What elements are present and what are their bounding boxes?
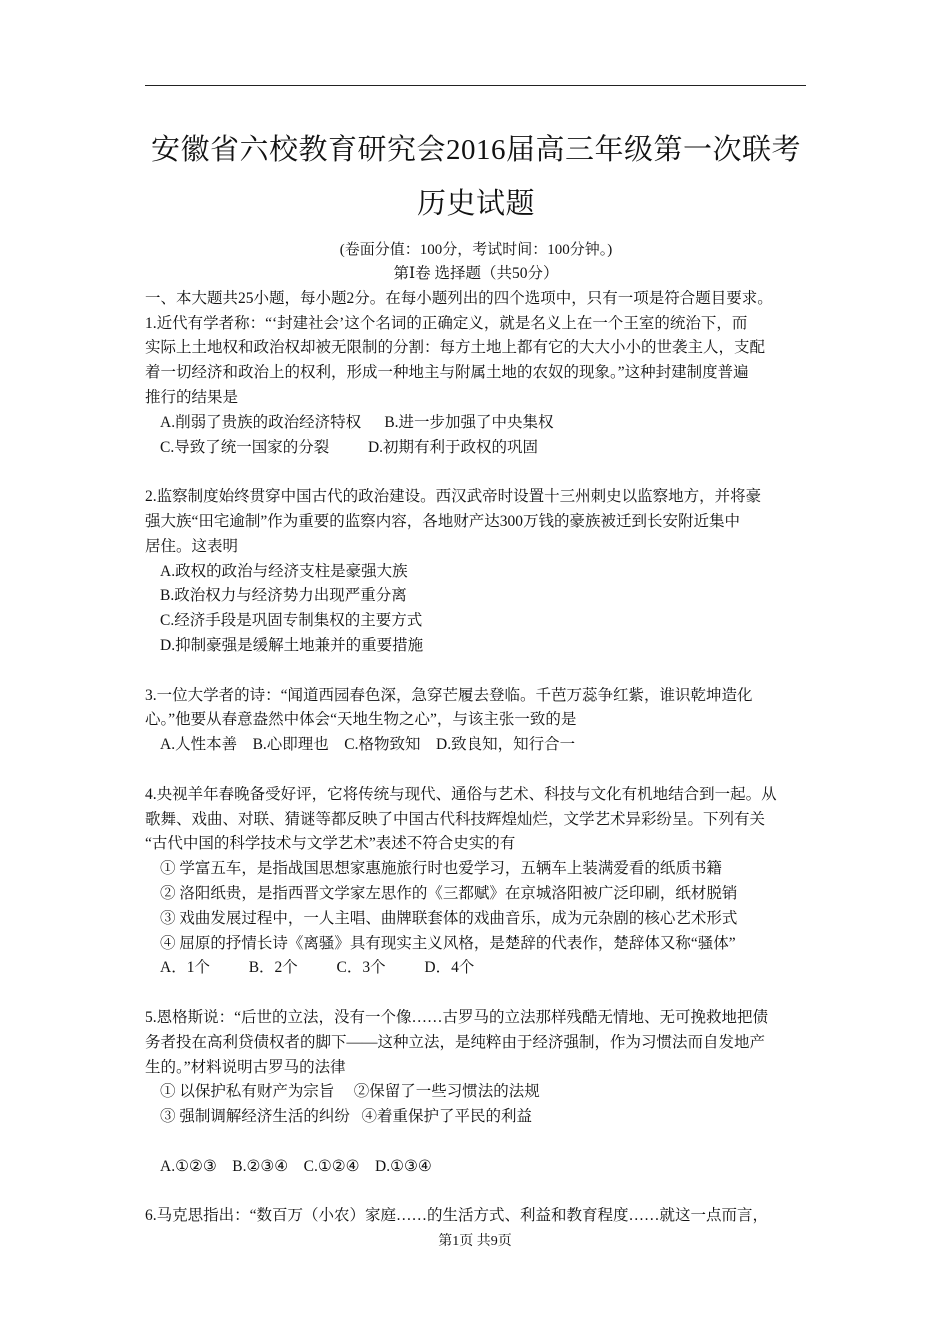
statement-item: ② 洛阳纸贵，是指西晋文学家左思作的《三都赋》在京城洛阳被广泛印刷，纸材脱销 — [160, 884, 738, 902]
answer-options: A．1个 B．2个 C．3个 D．4个 — [160, 959, 475, 977]
statement-item: ① 学富五车，是指战国思想家惠施旅行时也爱学习，五辆车上装满爱看的纸质书籍 — [160, 860, 722, 878]
question-stem-line: 3.一位大学者的诗：“闻道西园春色深，急穿芒履去登临。千芭万蕊争红紫，谁识乾坤造化 — [145, 686, 753, 704]
answer-options: C.导致了统一国家的分裂 D.初期有利于政权的巩固 — [160, 438, 539, 456]
question-stem-line: 生的。”材料说明古罗马的法律 — [145, 1058, 346, 1076]
question-stem-line: 务者投在高利贷债权者的脚下——这种立法，是纯粹由于经济强制，作为习惯法而自发地产 — [145, 1033, 766, 1051]
question-stem-line: “古代中国的科学技术与文学艺术”表述不符合史实的有 — [145, 835, 516, 853]
statement-item: ③ 戏曲发展过程中，一人主唱、曲牌联套体的戏曲音乐，成为元杂剧的核心艺术形式 — [160, 909, 738, 927]
section-heading: 第Ⅰ卷 选择题（共50分） — [393, 265, 559, 282]
section-instruction: 一、本大题共25小题，每小题2分。在每小题列出的四个选项中，只有一项是符合题目要求。 — [145, 289, 773, 307]
question-stem-line: 歌舞、戏曲、对联、猜谜等都反映了中国古代科技辉煌灿烂，文学艺术异彩纷呈。下列有关 — [145, 810, 766, 828]
question-stem-line: 推行的结果是 — [145, 388, 239, 406]
exam-title: 安徽省六校教育研究会2016届高三年级第一次联考 — [150, 134, 801, 166]
exam-page — [145, 128, 807, 1229]
answer-options: A.削弱了贵族的政治经济特权 B.进一步加强了中央集权 — [160, 413, 554, 431]
question-stem-line: 强大族“田宅逾制”作为重要的监察内容，各地财产达300万钱的豪族被迁到长安附近集中 — [145, 512, 741, 530]
question-stem-line: 着一切经济和政治上的权利，形成一种地主与附属土地的农奴的现象。”这种封建制度普遍 — [145, 364, 749, 382]
statement-item: ④ 屈原的抒情长诗《离骚》具有现实主义风格，是楚辞的代表作，楚辞体又称“骚体” — [160, 934, 736, 952]
question-stem-line: 实际上土地权和政治权却被无限制的分割：每方土地上都有它的大大小小的世袭主人，支配 — [145, 339, 766, 357]
answer-option: C.经济手段是巩固专制集权的主要方式 — [160, 612, 423, 630]
question-1 — [145, 312, 807, 461]
question-stem-line: 5.恩格斯说：“后世的立法，没有一个像……古罗马的立法那样残酷无情地、无可挽救地把债 — [145, 1008, 769, 1026]
question-stem-line: 1.近代有学者称：“‘封建社会’这个名词的正确定义，就是名义上在一个王室的统治下，而 — [145, 314, 748, 332]
question-2 — [145, 485, 807, 659]
page-footer: 第1页 共9页 — [438, 1234, 512, 1249]
question-6 — [145, 1204, 807, 1229]
answer-options: A.人性本善 B.心即理也 C.格物致知 D.致良知，知行合一 — [160, 736, 576, 754]
exam-subject-title: 历史试题 — [416, 188, 535, 220]
question-stem-line: 2.监察制度始终贯穿中国古代的政治建设。西汉武帝时设置十三州刺史以监察地方，并将豪 — [145, 488, 762, 506]
question-stem-line: 心。”他要从春意盎然中体会“天地生物之心”，与该主张一致的是 — [145, 711, 577, 729]
answer-option: D.抑制豪强是缓解土地兼并的重要措施 — [160, 636, 424, 654]
answer-options: A.①②③ B.②③④ C.①②④ D.①③④ — [160, 1157, 432, 1175]
statement-item: ① 以保护私有财产为宗旨 ②保留了一些习惯法的法规 — [160, 1083, 540, 1101]
header-rule — [145, 85, 806, 86]
question-stem-line: 居住。这表明 — [145, 537, 239, 555]
question-stem-line: 6.马克思指出：“数百万（小农）家庭……的生活方式、利益和教育程度……就这一点而言， — [145, 1207, 769, 1225]
statement-item: ③ 强制调解经济生活的纠纷 ④着重保护了平民的利益 — [160, 1108, 533, 1126]
answer-option: B.政治权力与经济势力出现严重分离 — [160, 587, 407, 605]
question-5 — [145, 1006, 807, 1180]
question-3 — [145, 684, 807, 758]
question-stem-line: 4.央视羊年春晚备受好评，它将传统与现代、通俗与艺术、科技与文化有机地结合到一起。从 — [145, 785, 777, 803]
exam-info: (卷面分值：100分，考试时间：100分钟。) — [339, 242, 613, 258]
question-4 — [145, 783, 807, 981]
answer-option: A.政权的政治与经济支柱是豪强大族 — [160, 562, 408, 580]
